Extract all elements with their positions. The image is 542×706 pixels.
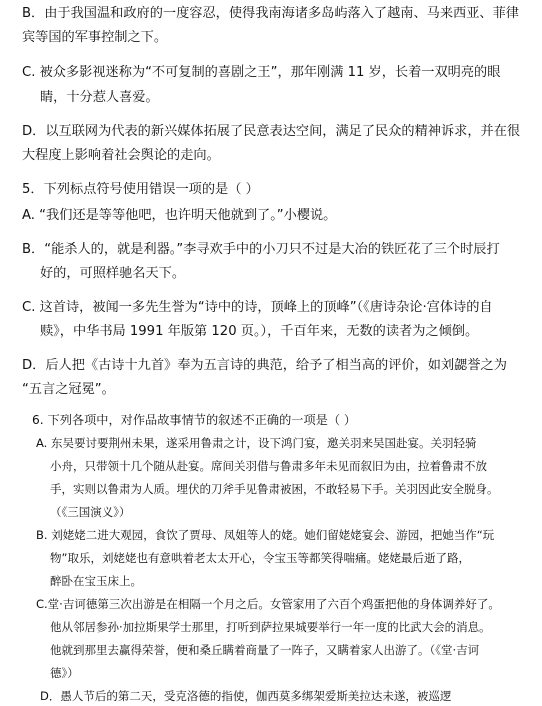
q5-option-c-line-2: 赎》，中华书局 1991 年版第 120 页。），千百年来，无数的读者为之倾倒。 bbox=[40, 324, 479, 339]
q4-option-d-line-1: D．以互联网为代表的新兴媒体拓展了民意表达空间，满足了民众的精神诉求，并在很 bbox=[22, 124, 521, 139]
q6-option-d-line-1: D．愚人节后的第二天，受克洛德的指使，伽西莫多绑架爱斯美拉达未遂，被巡逻 bbox=[40, 689, 452, 703]
q5-stem: 5．下列标点符号使用错误一项的是（ ） bbox=[22, 182, 259, 197]
q5-option-b-line-1: B．“能杀人的，就是利器。”李寻欢手中的小刀只不过是大冶的铁匠花了三个时辰打 bbox=[22, 242, 500, 257]
q5-option-b-line-2: 好的，可照样驰名天下。 bbox=[40, 266, 186, 281]
q6-option-a-line-4: （《三国演义》） bbox=[50, 505, 131, 519]
q6-option-a-line-3: 手，实则以鲁肃为人质。埋伏的刀斧手见鲁肃被困，不敢轻易下手。关羽因此安全脱身。 bbox=[50, 482, 499, 496]
q6-option-c-line-4: 德》） bbox=[50, 666, 79, 680]
q6-option-b-line-3: 醉卧在宝玉床上。 bbox=[50, 574, 142, 588]
q5-option-a: A. “我们还是等等他吧，也许明天他就到了。”小樱说。 bbox=[22, 208, 337, 223]
q6-option-c-line-2: 他从邻居参孙·加拉斯果学士那里，打听到萨拉果城要举行一年一度的比武大会的消息。 bbox=[50, 620, 491, 634]
q5-option-c-line-1: C. 这首诗，被闻一多先生誉为“诗中的诗，顶峰上的顶峰”（《唐诗杂论·宫体诗的自 bbox=[22, 300, 493, 315]
q6-option-c-line-1: C.堂·吉诃德第三次出游是在相隔一个月之后。女管家用了六百个鸡蛋把他的身体调养好了。 bbox=[36, 597, 500, 611]
q4-option-c-line-2: 睛，十分惹人喜爱。 bbox=[40, 90, 159, 105]
q6-option-c-line-3: 他就到那里去赢得荣誉，便和桑丘瞒着商量了一阵子，又瞒着家人出游了。（《堂·吉诃 bbox=[50, 643, 480, 657]
q6-option-b-line-2: 物”取乐，刘姥姥也有意哄着老太太开心，令宝玉等都笑得喘痛。姥姥最后逝了路， bbox=[50, 551, 470, 565]
q4-option-d-line-2: 大程度上影响着社会舆论的走向。 bbox=[22, 148, 220, 163]
q6-stem: 6. 下列各项中，对作品故事情节的叙述不正确的一项是（ ） bbox=[32, 413, 357, 427]
q6-option-a-line-2: 小舟，只带领十几个随从赴宴。席间关羽借与鲁肃多年未见而叙旧为由，拉着鲁肃不放 bbox=[50, 459, 487, 473]
q4-option-c-line-1: C. 被众多影视迷称为“不可复制的喜剧之王”，那年刚满 11 岁，长着一双明亮的眼 bbox=[22, 65, 501, 80]
q6-option-b-line-1: B. 刘姥姥二进大观园，食饮了贾母、凤姐等人的姥。她们留姥姥宴会、游园，把她当作“玩 bbox=[36, 528, 495, 542]
q4-option-b-line-1: B．由于我国温和政府的一度容忍，使得我南海诸多岛屿落入了越南、马来西亚、菲律 bbox=[22, 6, 519, 21]
q5-option-d-line-1: D．后人把《古诗十九首》奉为五言诗的典范，给予了相当高的评价，如刘勰誉之为 bbox=[22, 358, 507, 373]
q6-option-a-line-1: A. 东吴要讨要荆州未果，遂采用鲁肃之计，设下鸿门宴，邀关羽来吴国赴宴。关羽轻骑 bbox=[36, 436, 477, 450]
q4-option-b-line-2: 宾等国的军事控制之下。 bbox=[22, 30, 168, 45]
q5-option-d-line-2: “五言之冠冕”。 bbox=[22, 382, 115, 397]
